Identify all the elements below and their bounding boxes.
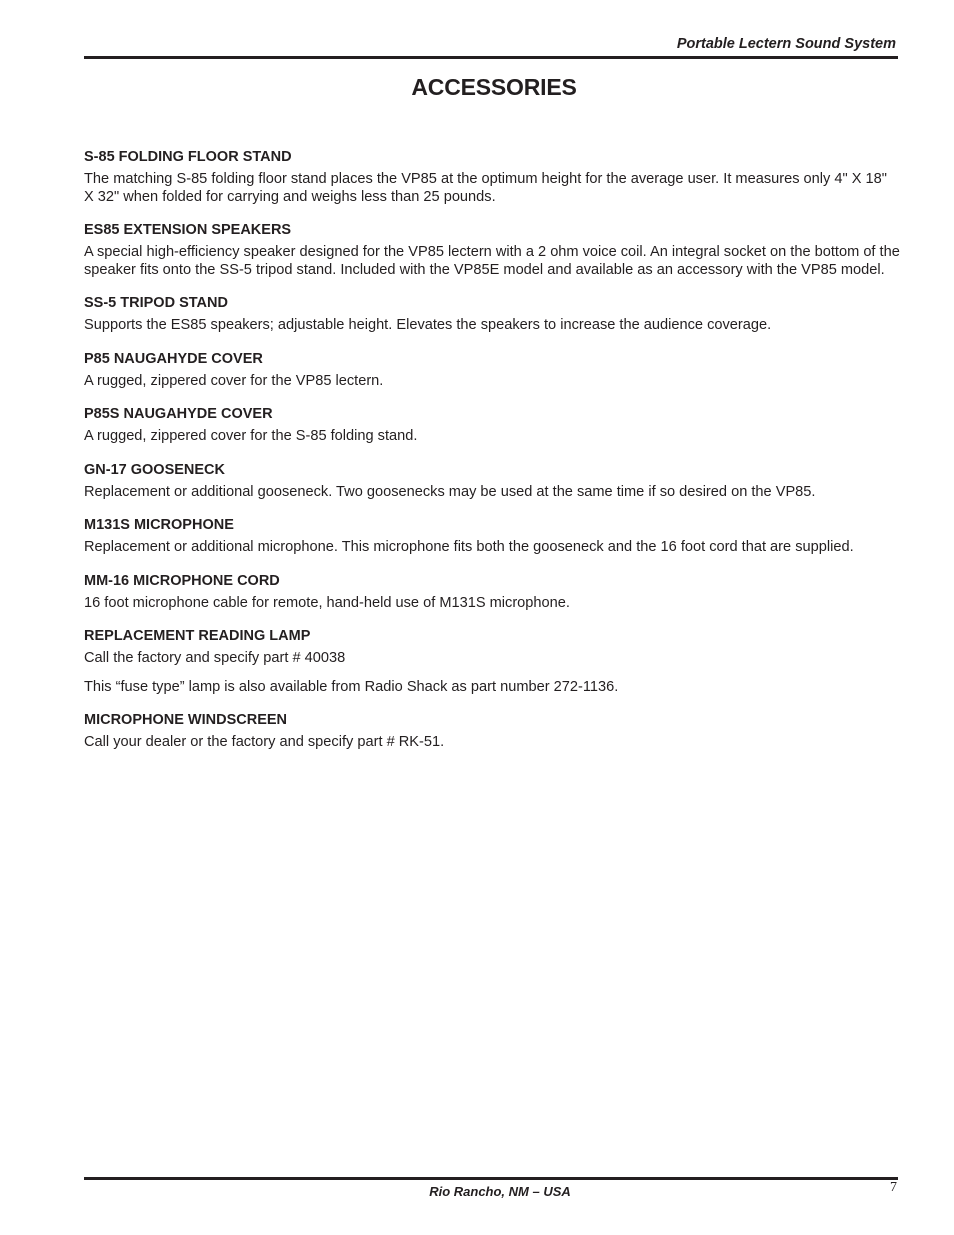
footer-location: Rio Rancho, NM – USA (429, 1184, 571, 1199)
section-title: M131S MICROPHONE (84, 517, 234, 533)
section-paragraph: The matching S-85 folding floor stand places the VP85 at the optimum height for the average user. It measures only 4" X 18" X 32" when folded for carrying and weighs less than 25 pounds. (84, 171, 887, 205)
section-title: P85S NAUGAHYDE COVER (84, 406, 273, 422)
section-paragraph: Supports the ES85 speakers; adjustable height. Elevates the speakers to increase the audience coverage. (84, 317, 772, 333)
page-number: 7 (890, 1180, 897, 1195)
page-heading: ACCESSORIES (411, 74, 577, 100)
section-es85-extension-speakers (84, 221, 900, 279)
section-replacement-reading-lamp (84, 627, 900, 696)
header-rule (84, 56, 898, 59)
section-mm16-microphone-cord (84, 572, 900, 613)
section-p85-naugahyde-cover (84, 350, 900, 391)
section-title: S-85 FOLDING FLOOR STAND (84, 149, 292, 165)
section-paragraph: Call your dealer or the factory and specify part # RK-51. (84, 734, 445, 750)
section-p85s-naugahyde-cover (84, 405, 900, 446)
section-title: SS-5 TRIPOD STAND (84, 295, 228, 311)
section-m131s-microphone (84, 516, 900, 557)
running-header-title: Portable Lectern Sound System (676, 36, 896, 52)
section-s85-folding-floor-stand (84, 148, 900, 206)
section-paragraph: A rugged, zippered cover for the VP85 lectern. (84, 372, 384, 389)
section-paragraph: Replacement or additional microphone. This microphone fits both the gooseneck and the 16 foot cord that are supplied. (84, 539, 854, 555)
section-paragraph: A special high-efficiency speaker designed for the VP85 lectern with a 2 ohm voice coil. An integral socket on the bottom of the speaker fits onto the SS-5 tripod stand. Included with the VP85E model and available as an accessory with the VP85 model. (84, 244, 900, 278)
section-paragraph: Call the factory and specify part # 40038 (84, 650, 346, 666)
section-ss5-tripod-stand (84, 294, 900, 335)
section-paragraph: A rugged, zippered cover for the S-85 folding stand. (84, 428, 418, 444)
footer-rule (84, 1177, 898, 1180)
section-gn17-gooseneck (84, 461, 900, 502)
section-title: MICROPHONE WINDSCREEN (84, 712, 288, 728)
section-paragraph: 16 foot microphone cable for remote, hand-held use of M131S microphone. (84, 594, 570, 611)
section-paragraph: This “fuse type” lamp is also available from Radio Shack as part number 272-1136. (84, 678, 619, 695)
section-microphone-windscreen (84, 711, 900, 752)
section-title: ES85 EXTENSION SPEAKERS (84, 222, 292, 238)
section-title: P85 NAUGAHYDE COVER (84, 350, 263, 367)
section-paragraph: Replacement or additional gooseneck. Two goosenecks may be used at the same time if so desired on the VP85. (84, 483, 816, 500)
accessories-list (84, 148, 900, 767)
section-title: REPLACEMENT READING LAMP (84, 628, 311, 644)
section-title: GN-17 GOOSENECK (84, 461, 225, 478)
section-title: MM-16 MICROPHONE CORD (84, 572, 280, 589)
